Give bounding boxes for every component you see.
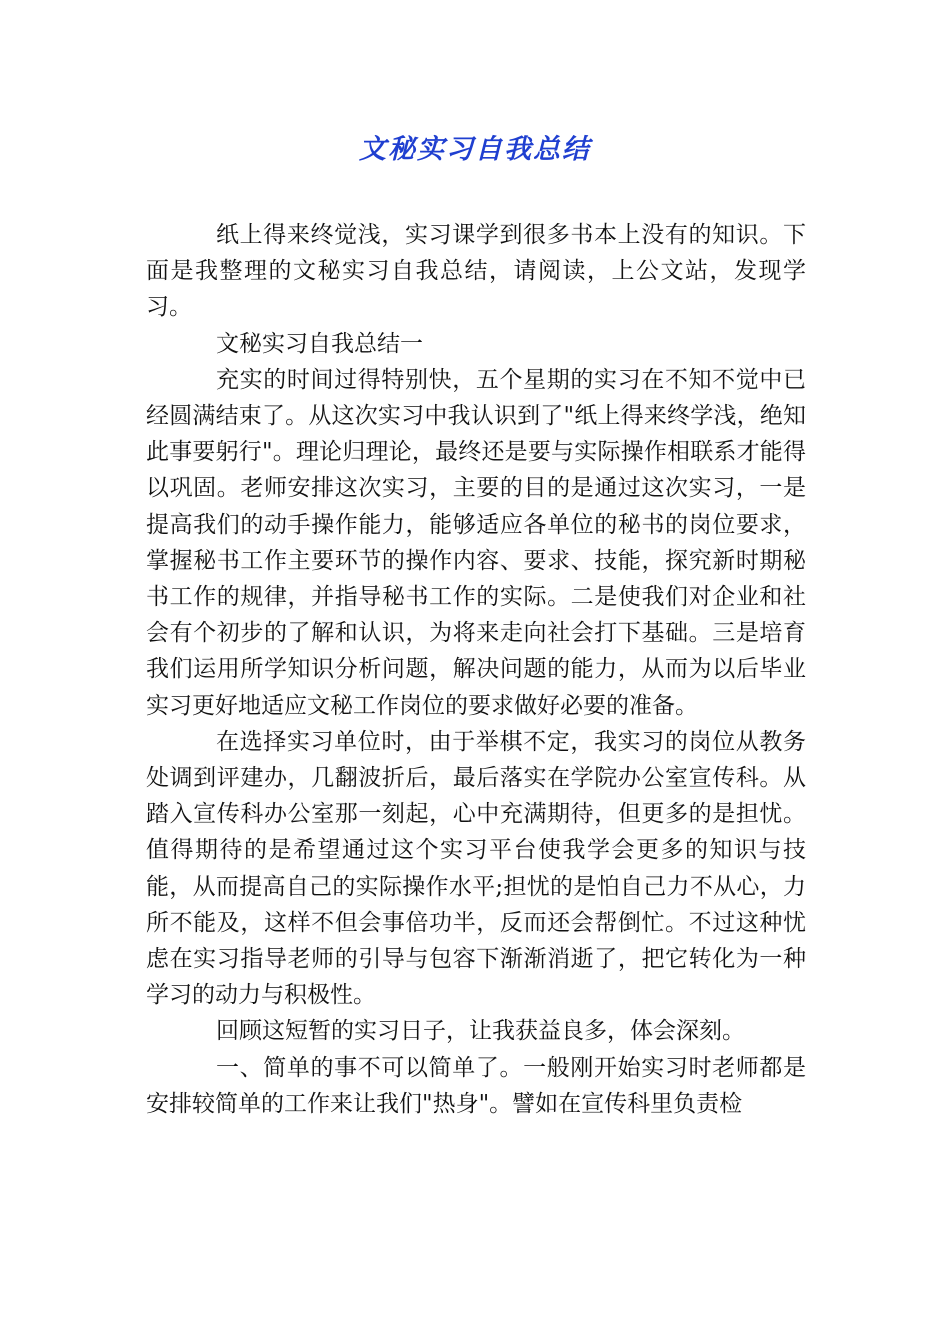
document-title: 文秘实习自我总结 — [359, 134, 591, 165]
paragraph: 回顾这短暂的实习日子，让我获益良多，体会深刻。 — [216, 1018, 745, 1045]
paragraph: 在选择实习单位时，由于举棋不定，我实习的岗位从教务处调到评建办，几翻波折后，最后落实在学院办公室宣传科。从踏入宣传科办公室那一刻起，心中充满期待，但更多的是担忧。值得期待的是希望通过这个实习平台使我学会更多的知识与技能，从而提高自己的实际操作水平;担忧的是怕自己力不从心，力所不能及，这样不但会事倍功半，反而还会帮倒忙。不过这种忧虑在实习指导老师的引导与包容下渐渐消逝了，把它转化为一种学习的动力与积极性。 — [146, 728, 806, 1009]
paragraph: 充实的时间过得特别快，五个星期的实习在不知不觉中已经圆满结束了。从这次实习中我认识到了"纸上得来终学浅，绝知此事要躬行"。理论归理论，最终还是要与实际操作相联系才能得以巩固。老师安排这次实习，主要的目的是通过这次实习，一是提高我们的动手操作能力，能够适应各单位的秘书的岗位要求，掌握秘书工作主要环节的操作内容、要求、技能，探究新时期秘书工作的规律，并指导秘书工作的实际。二是使我们对企业和社会有个初步的了解和认识，为将来走向社会打下基础。三是培育我们运用所学知识分析问题，解决问题的能力，从而为以后毕业实习更好地适应文秘工作岗位的要求做好必要的准备。 — [146, 366, 806, 719]
paragraph-intro: 纸上得来终觉浅，实习课学到很多书本上没有的知识。下面是我整理的文秘实习自我总结，请阅读，上公文站，发现学习。 — [146, 222, 806, 321]
document-body — [146, 217, 806, 1122]
section-heading: 文秘实习自我总结一 — [216, 330, 423, 357]
paragraph: 一、简单的事不可以简单了。一般刚开始实习时老师都是安排较简单的工作来让我们"热身"。譬如在宣传科里负责检 — [146, 1054, 806, 1117]
